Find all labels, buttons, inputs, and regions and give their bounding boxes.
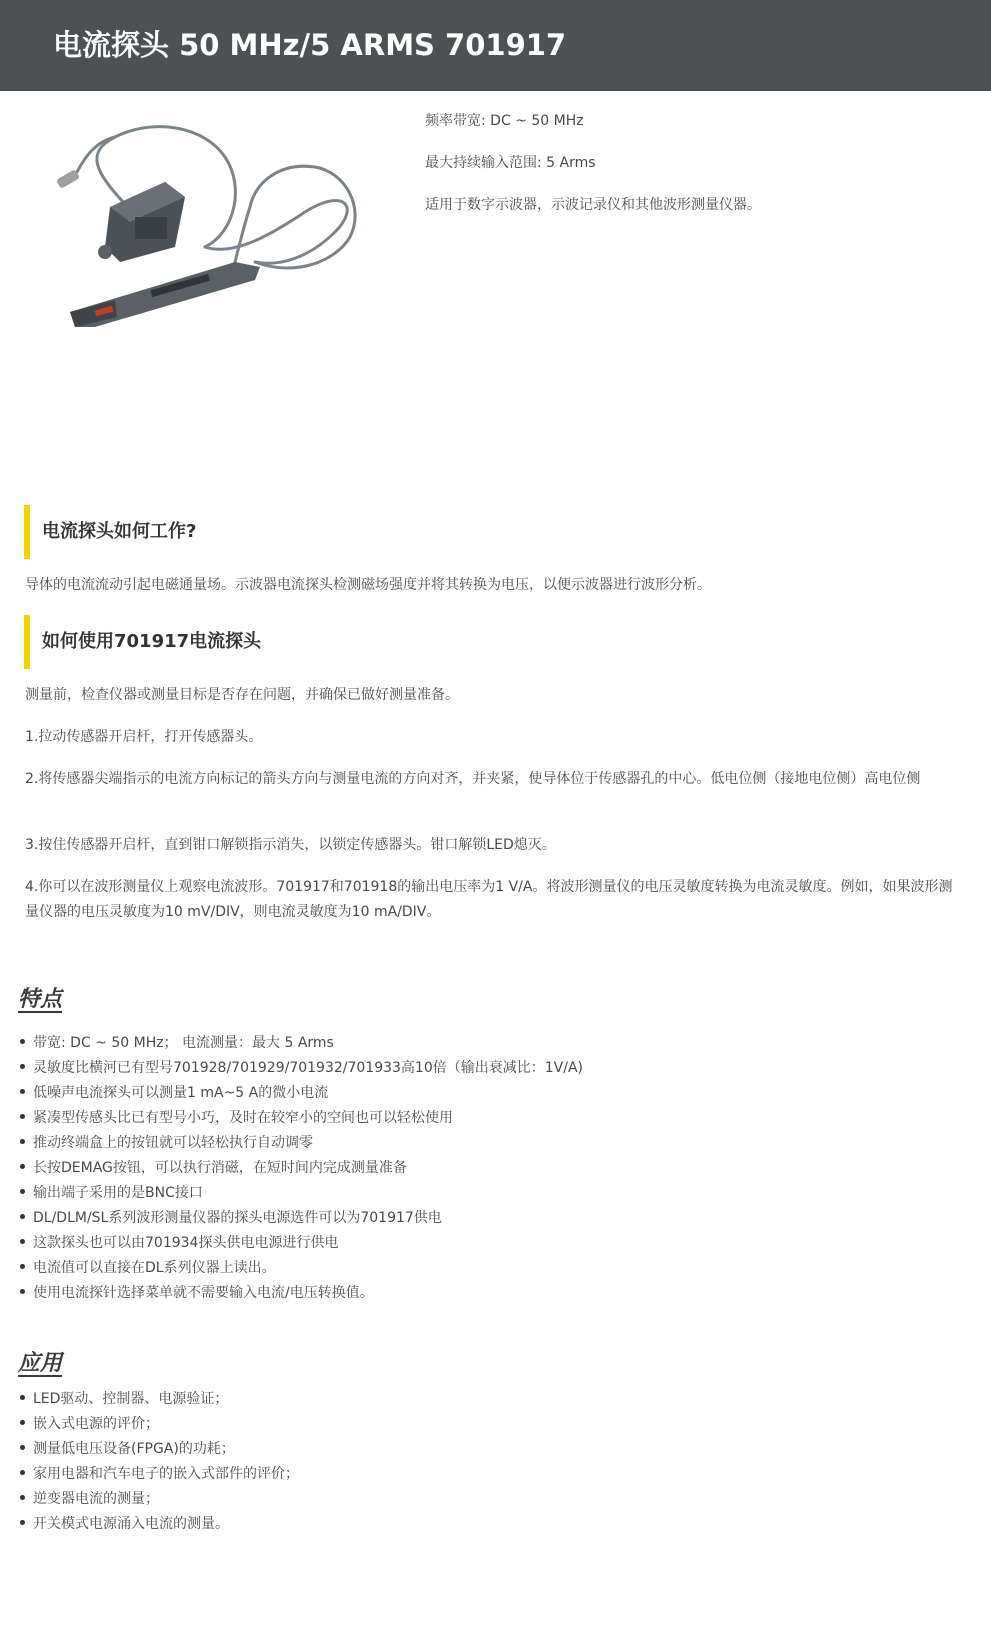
spec-applicability: 适用于数字示波器，示波记录仪和其他波形测量仪器。 [425, 197, 761, 213]
list-item: 推动终端盒上的按钮就可以轻松执行自动调零 [18, 1131, 918, 1156]
spec-bandwidth: 频率带宽: DC ~ 50 MHz [425, 113, 584, 129]
list-item: 逆变器电流的测量； [18, 1487, 918, 1512]
page-title: 电流探头 50 MHz/5 ARMS 701917 [53, 28, 567, 62]
features-list [18, 1031, 918, 1306]
list-item: 这款探头也可以由701934探头供电电源进行供电 [18, 1231, 918, 1256]
list-item: 电流值可以直接在DL系列仪器上读出。 [18, 1256, 918, 1281]
termination-box [98, 182, 185, 262]
list-item: 测量低电压设备(FPGA)的功耗； [18, 1437, 918, 1462]
features-title: 特点 [18, 987, 63, 1012]
heading-how-to-use: 如何使用701917电流探头 [24, 615, 261, 669]
heading-how-it-works: 电流探头如何工作? [24, 505, 196, 559]
current-probe-image [55, 112, 375, 352]
list-item: 家用电器和汽车电子的嵌入式部件的评价； [18, 1462, 918, 1487]
applications-list [18, 1387, 918, 1537]
list-item: 输出端子采用的是BNC接口 [18, 1181, 918, 1206]
list-item: DL/DLM/SL系列波形测量仪器的探头电源选件可以为701917供电 [18, 1206, 918, 1231]
applications-title: 应用 [18, 1351, 63, 1376]
how-to-use-step-4: 4.你可以在波形测量仪上观察电流波形。701917和701918的输出电压率为1 V/A。将波形测量仪的电压灵敏度转换为电流灵敏度。例如，如果波形测量仪器的电压灵敏度为10 mV/DIV，则电流灵敏度为10 mA/DIV。 [25, 879, 953, 920]
list-item: 开关模式电源涌入电流的测量。 [18, 1512, 918, 1537]
list-item: 嵌入式电源的评价； [18, 1412, 918, 1437]
list-item: 带宽: DC ~ 50 MHz； 电流测量：最大 5 Arms [18, 1031, 918, 1056]
sensor-head [70, 262, 260, 327]
list-item: 紧凑型传感头比已有型号小巧，及时在较窄小的空间也可以轻松使用 [18, 1106, 918, 1131]
list-item: 灵敏度比横河已有型号701928/701929/701932/701933高10倍（输出衰减比：1V/A) [18, 1056, 918, 1081]
bnc-connector [56, 169, 80, 189]
spec-input-range: 最大持续输入范围: 5 Arms [425, 155, 596, 171]
how-to-use-step-intro: 测量前，检查仪器或测量目标是否存在问题，并确保已做好测量准备。 [25, 687, 459, 703]
how-to-use-step-2: 2.将传感器尖端指示的电流方向标记的箭头方向与测量电流的方向对齐，并夹紧，使导体位于传感器孔的中心。低电位侧（接地电位侧）高电位侧 [25, 771, 921, 787]
how-it-works-text: 导体的电流流动引起电磁通量场。示波器电流探头检测磁场强度并将其转换为电压，以便示波器进行波形分析。 [25, 577, 711, 593]
page-header [0, 0, 991, 91]
list-item: 使用电流探针选择菜单就不需要输入电流/电压转换值。 [18, 1281, 918, 1306]
list-item: 低噪声电流探头可以测量1 mA~5 A的微小电流 [18, 1081, 918, 1106]
how-to-use-step-3: 3.按住传感器开启杆，直到钳口解锁指示消失，以锁定传感器头。钳口解锁LED熄灭。 [25, 837, 556, 853]
list-item: 长按DEMAG按钮，可以执行消磁，在短时间内完成测量准备 [18, 1156, 918, 1181]
how-to-use-step-1: 1.拉动传感器开启杆，打开传感器头。 [25, 729, 263, 745]
list-item: LED驱动、控制器、电源验证； [18, 1387, 918, 1412]
